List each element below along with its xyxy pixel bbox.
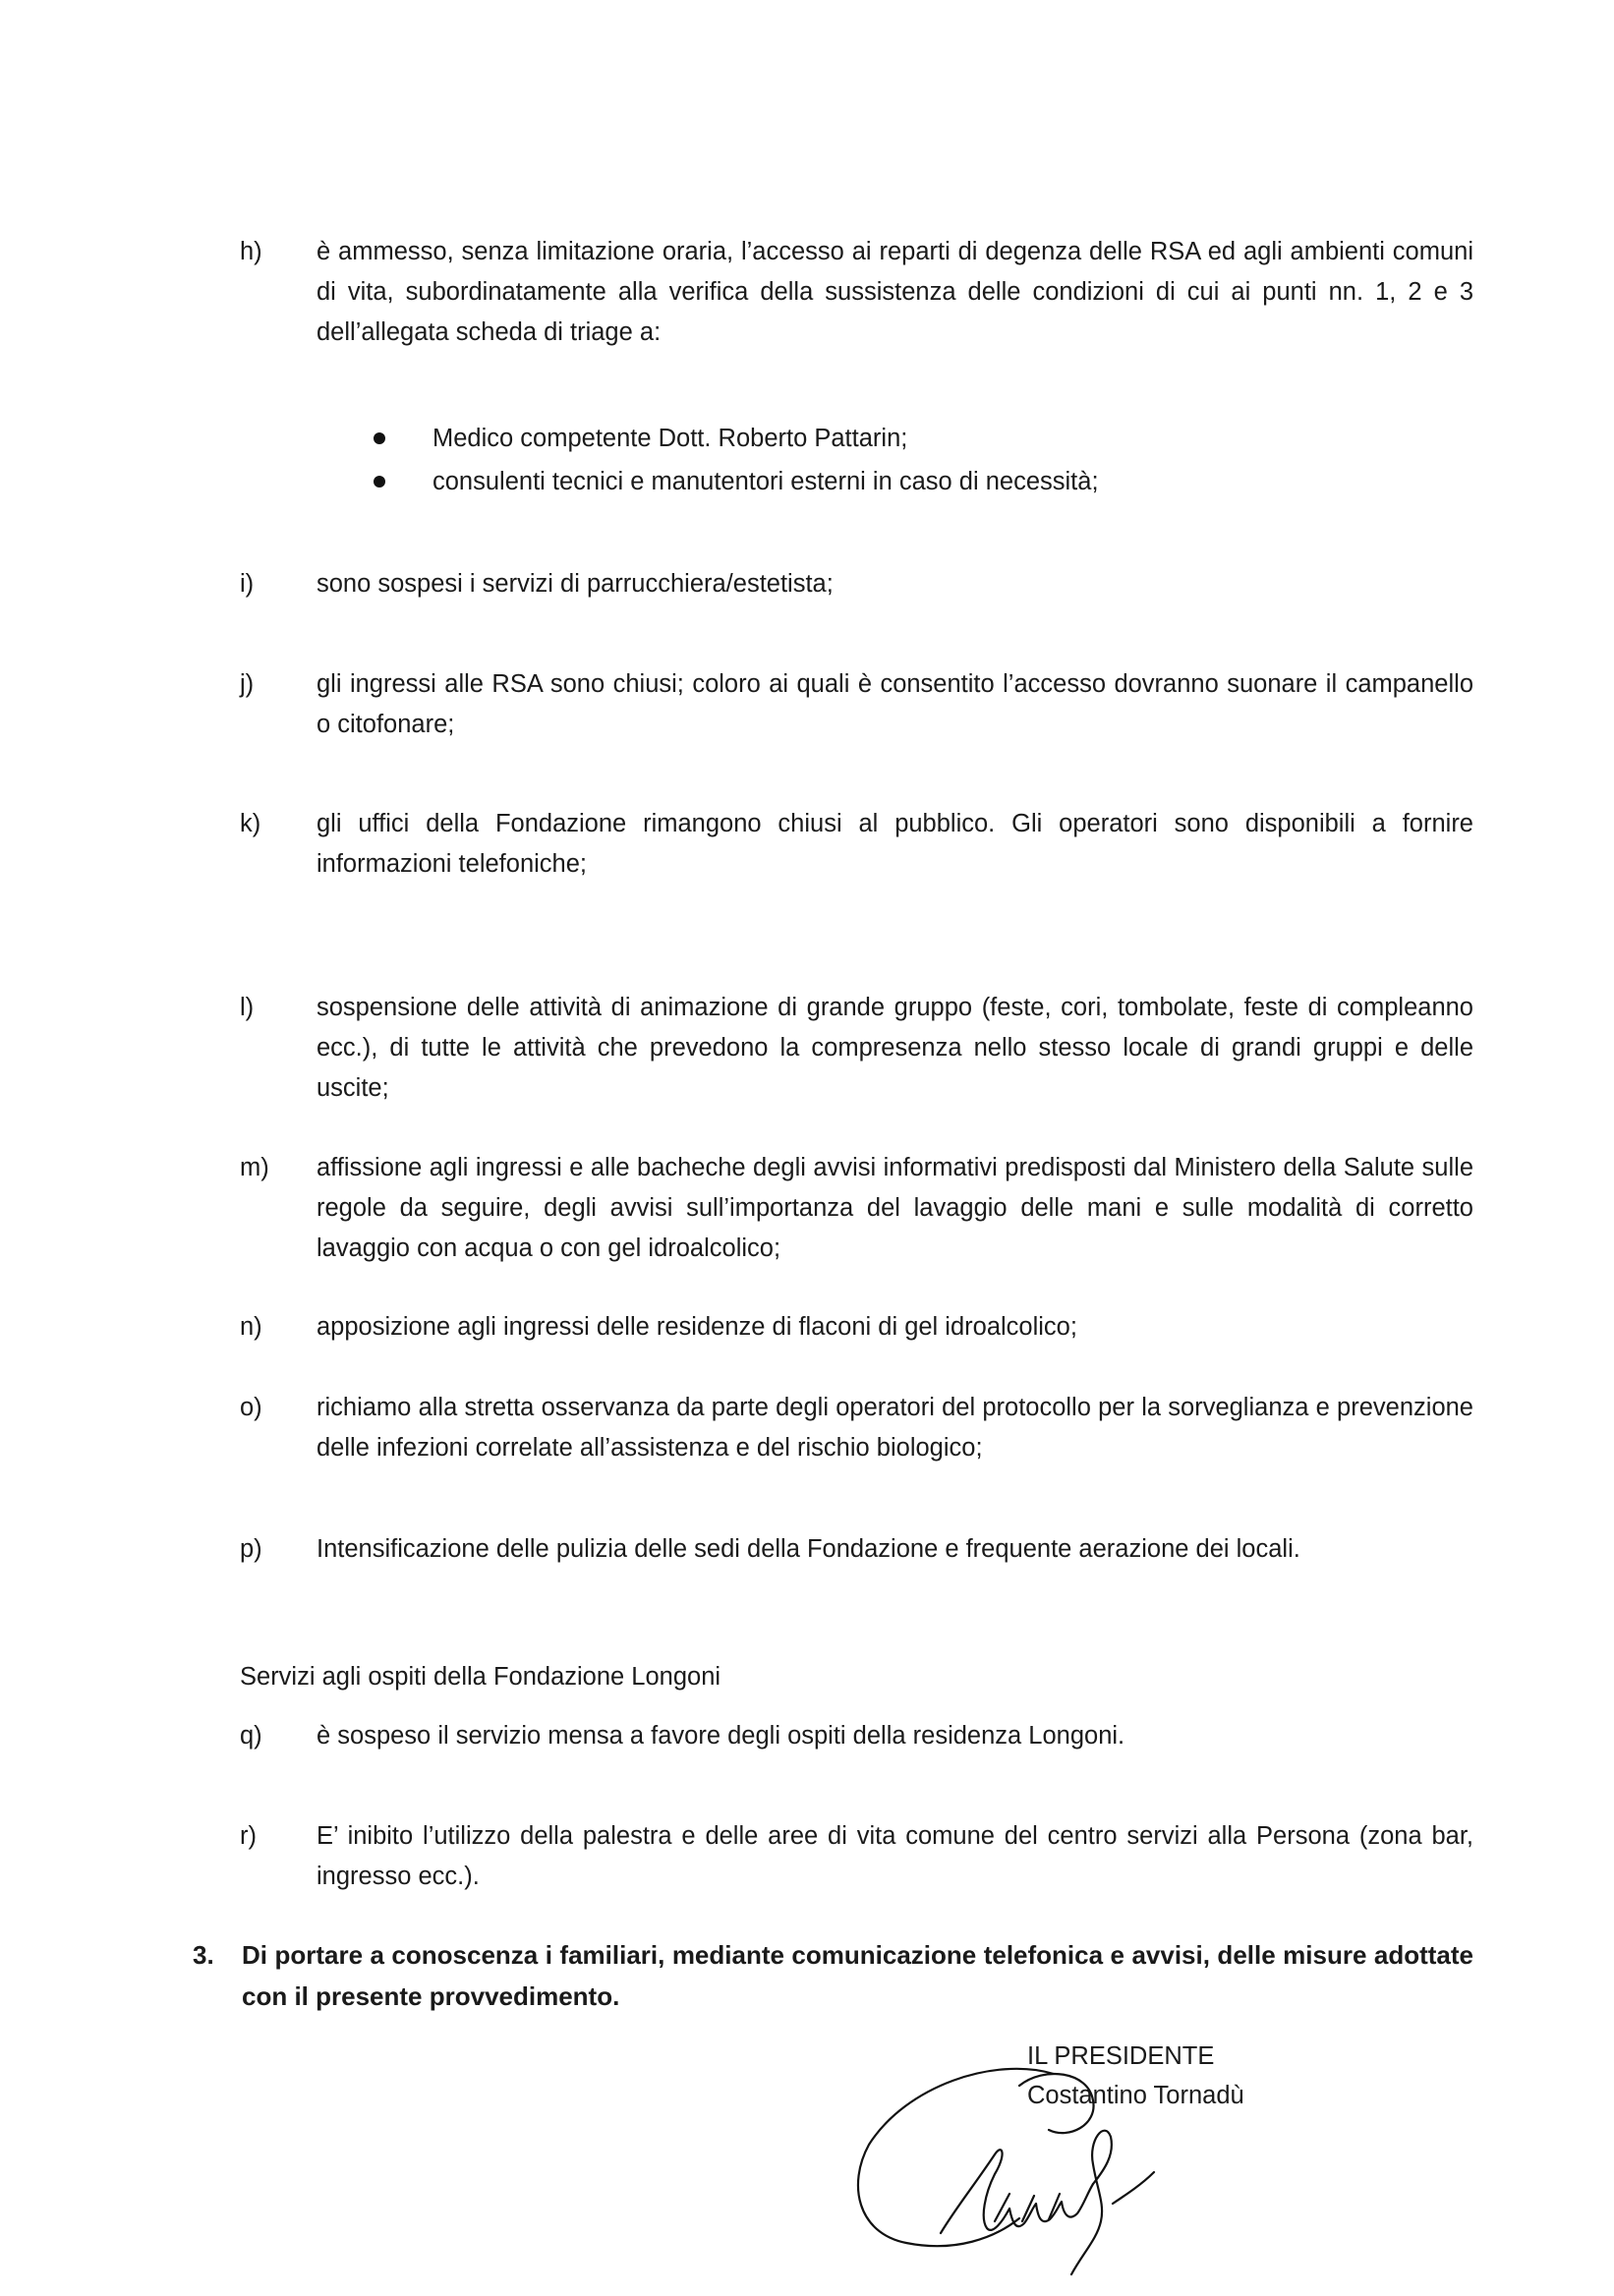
point-text: Di portare a conoscenza i familiari, mediante comunicazione telefonica e avvisi, delle misure adottate con il presente provvedimento. [242,1940,1473,2011]
item-text: affissione agli ingressi e alle bacheche degli avvisi informativi predisposti dal Ministero della Salute sulle regole da seguire, degli avvisi sull’importanza del lavaggio delle mani e sulle modalità di corretto lavaggio con acqua o con gel idroalcolico; [317,1154,1473,1262]
bullet-text: consulenti tecnici e manutentori esterni in caso di necessità; [432,468,1099,495]
item-label: h) [240,238,262,265]
bullet-list [374,417,1356,503]
item-label: j) [240,670,255,698]
item-label: k) [240,810,261,837]
numbered-point-3 [193,1934,1473,2023]
item-label: o) [240,1394,262,1421]
item-text: gli ingressi alle RSA sono chiusi; coloro ai quali è consentito l’accesso dovranno suonare il campanello o citofonare; [317,670,1473,738]
item-label: l) [240,994,255,1021]
bullet-dot-icon [374,476,385,488]
item-label: q) [240,1722,262,1750]
item-text: richiamo alla stretta osservanza da parte degli operatori del protocollo per la sorveglianza e prevenzione delle infezioni correlate all’assistenza e del rischio biologico; [317,1394,1473,1462]
list-item-l [240,988,1473,1116]
item-text: E’ inibito l’utilizzo della palestra e delle aree di vita comune del centro servizi alla Persona (zona bar, ingresso ecc.). [317,1822,1473,1890]
list-item-n [240,1307,1473,1351]
bullet-item [374,460,1356,503]
bullet-dot-icon [374,432,385,444]
list-item-k [240,804,1473,892]
list-item-q [240,1716,1473,1760]
list-item-j [240,664,1473,753]
item-label: r) [240,1822,257,1850]
list-item-r [240,1816,1473,1905]
item-label: p) [240,1535,262,1563]
item-text: sono sospesi i servizi di parrucchiera/estetista; [317,570,834,598]
list-item-p [240,1529,1473,1574]
list-item-i [240,564,1473,608]
list-item-o [240,1388,1473,1476]
item-text: è sospeso il servizio mensa a favore degli ospiti della residenza Longoni. [317,1722,1125,1750]
point-number: 3. [193,1940,214,1970]
item-label: n) [240,1313,262,1341]
item-text: è ammesso, senza limitazione oraria, l’accesso ai reparti di degenza delle RSA ed agli ambienti comuni di vita, subordinatamente alla verifica della sussistenza delle condizioni di cui ai punti nn. 1, 2 e 3 dell’allegata scheda di triage a: [317,238,1473,346]
signatory-title: IL PRESIDENTE [1027,2042,1215,2070]
item-text: sospensione delle attività di animazione di grande gruppo (feste, cori, tombolate, feste di compleanno ecc.), di tutte le attività che prevedono la compresenza nello stesso locale di grandi gruppi e delle uscite; [317,994,1473,1102]
bullet-item [374,417,1356,460]
bullet-text: Medico competente Dott. Roberto Pattarin; [432,425,908,452]
item-text: gli uffici della Fondazione rimangono chiusi al pubblico. Gli operatori sono disponibili a fornire informazioni telefoniche; [317,810,1473,878]
list-item-m [240,1148,1473,1276]
item-text: Intensificazione delle pulizia delle sedi della Fondazione e frequente aerazione dei locali. [317,1535,1300,1563]
signatory-name: Costantino Tornadù [1027,2082,1244,2109]
item-label: m) [240,1154,269,1181]
section-heading: Servizi agli ospiti della Fondazione Longoni [240,1663,721,1691]
item-text: apposizione agli ingressi delle residenze di flaconi di gel idroalcolico; [317,1313,1077,1341]
item-label: i) [240,570,255,598]
list-item-h [240,232,1473,360]
handwritten-signature-icon [847,2046,1172,2282]
